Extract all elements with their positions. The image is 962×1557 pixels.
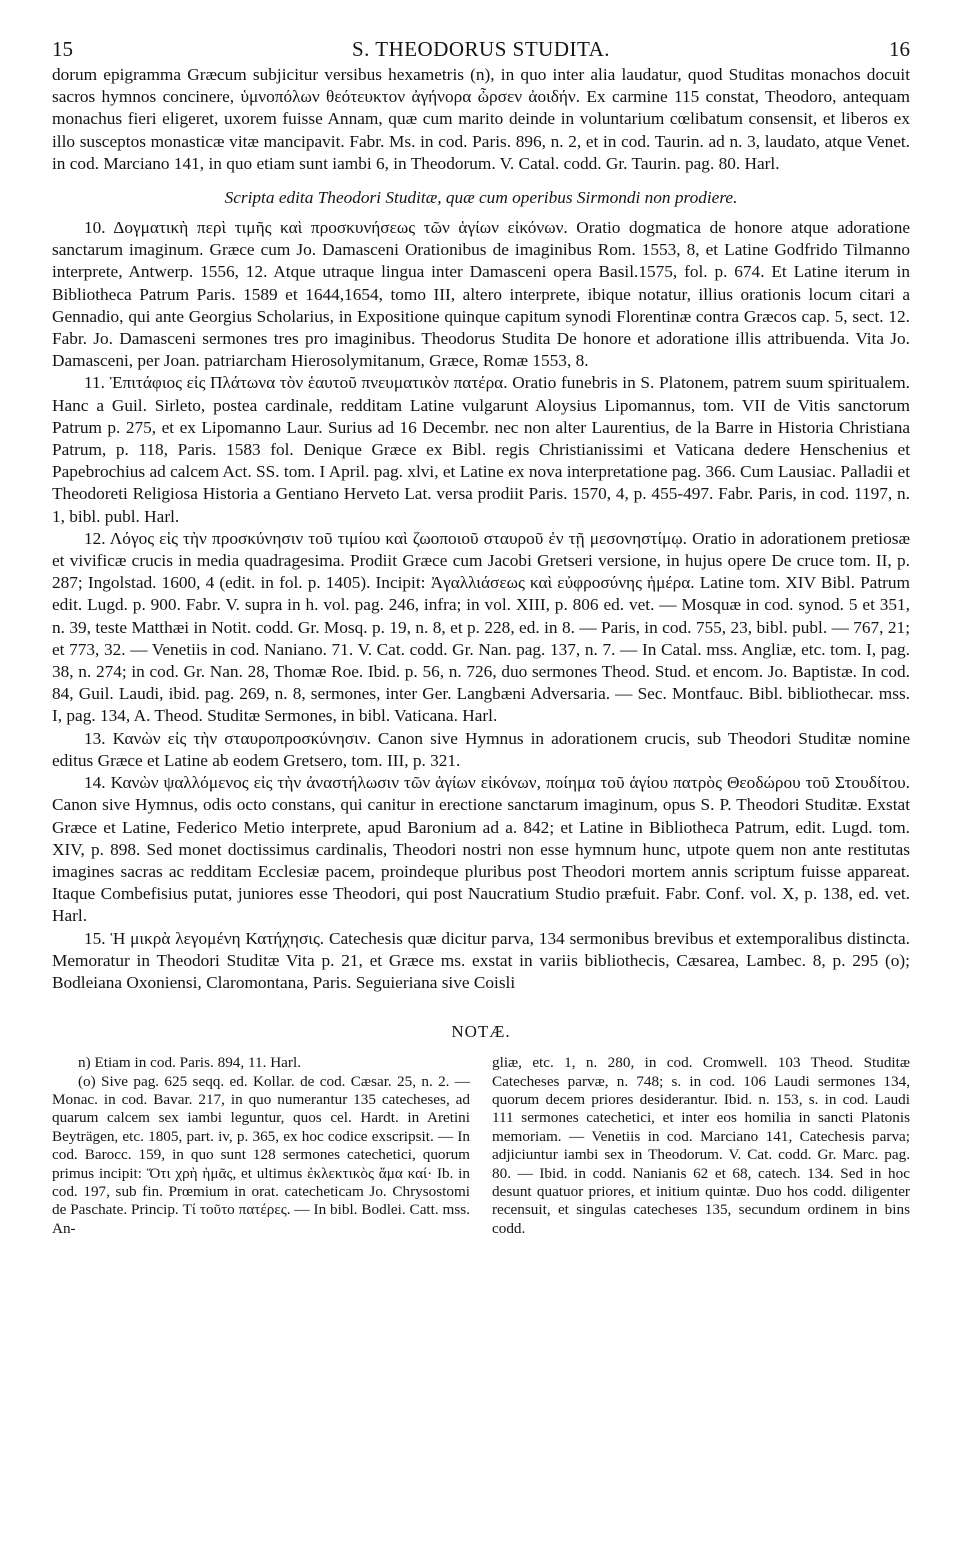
footnote-o: (o) Sive pag. 625 seqq. ed. Kollar. de cod. Cæsar. 25, n. 2. — Monac. in cod. Bavar. 217, in quo numerantur 135 catecheses, ad quarum calcem sex iambi leguntur, quos cel. Hardt. in Aretini Beyträgen, etc. 1805, part. iv, p. 365, ex hoc codice exscripsit. — In cod. Barocc. 159, in quo sunt 128 sermones catechetici, quorum primus incipit: Ὅτι χρὴ ἡμᾶς, et ultimus ἐκλεκτικὸς ἅμα καί· Ib. in cod. 197, sub fin. Prœmium in orat. catecheticam Jo. Chrysostomi de Paschate. Princip. Τί τοῦτο πατέρες. — In bibl. Bodlei. Catt. mss. An- [52, 1072, 470, 1237]
running-title: S. THEODORUS STUDITA. [351, 37, 611, 61]
section-heading: Scripta edita Theodori Studitæ, quæ cum operibus Sirmondi non prodiere. [224, 188, 738, 208]
notes-heading: NOTÆ. [451, 1022, 511, 1042]
running-header [52, 36, 910, 62]
footnote-n: n) Etiam in cod. Paris. 894, 11. Harl. [78, 1054, 301, 1072]
footnotes-left-column [52, 1054, 470, 1238]
entry-10: 10. Δογματικὴ περὶ τιμῆς καὶ προσκυνήσεως τῶν ἁγίων εἰκόνων. Oratio dogmatica de honore atque adoratione sanctarum imaginum. Græce cum Jo. Damasceni Orationibus de imaginibus Rom. 1553, 8, et Latine Godfrido Tilmanno interprete, Antwerp. 1556, 12. Atque utraque lingua inter Damasceni opera Basil.1575, fol. p. 674. Et Latine iterum in Bibliotheca Patrum Paris. 1589 et 1644,1654, tomo III, altero interprete, ibique notatur, illius orationis locum citari a Gennadio, qui ante Georgius Scholarius, in Expositione quinque capitum synodi Florentinæ contra Græcos cap. 5, sect. 12. Fabr. Jo. Damasceni sermones tres pro imaginibus. Theodorus Studita De honore et adoratione illis attribuenda. Vita Jo. Damasceni, per Joan. patriarcham Hierosolymitanum, Græce, Romæ 1553, 8. [52, 218, 910, 371]
left-column-number: 15 [52, 37, 73, 61]
entry-11: 11. Ἐπιτάφιος εἰς Πλάτωνα τὸν ἑαυτοῦ πνευματικὸν πατέρα. Oratio funebris in S. Platonem, patrem suum spiritualem. Hanc a Guil. Sirleto, postea cardinale, redditam Latine vulgarunt Aloysius Lipomannus, tom. VII de Vitis sanctorum Patrum p. 275, et ex Lipomanno Laur. Surius ad 16 Decembr. nec non alter Laurentius, de la Barre in Historia Christiana Patrum, p. 118, Paris. 1583 fol. Denique Græce ex Bibl. regis Christianissimi et Vaticana dedere Henschenius et Papebrochius ad calcem Act. SS. tom. I April. pag. xlvi, et Latine ex nova interpretatione pag. 366. Cum Lausiac. Palladii et Theodoreti Religiosa Historia a Gentiano Herveto Lat. versa prodiit Paris. 1570, 4, p. 455-497. Fabr. Paris, in cod. 1197, n. 1, bibl. publ. Harl. [52, 373, 910, 526]
continued-paragraph: dorum epigramma Græcum subjicitur versibus hexametris (n), in quo inter alia laudatur, quod Studitas monachos docuit sacros hymnos concinere, ὑμνοπόλων θεότευκτον ἀγήνορα ὦρσεν ἀοιδήν. Ex carmine 115 constat, Theodoro, antequam monachus fieri eligeret, uxorem fuisse Annam, quæ cum marito deinde in voluntarium cœlibatum consensit, et liberos ex illo susceptos monasticæ vitæ mancipavit. Fabr. Ms. in cod. Paris. 896, n. 2, et in cod. Taurin. ad n. 3, laudato, atque Venet. in cod. Marciano 141, in quo etiam sunt iambi 6, in Theodorum. V. Catal. codd. Gr. Taurin. pag. 80. Harl. [52, 65, 910, 173]
entry-15: 15. Ἡ μικρὰ λεγομένη Κατήχησις. Catechesis quæ dicitur parva, 134 sermonibus brevibus et extemporalibus distincta. Memoratur in Theodori Studitæ Vita p. 21, et Græce ms. exstat in variis bibliothecis, Cæsarea, Lambec. 8, p. 295 (o); Bodleiana Oxoniensi, Claromontana, Paris. Seguieriana sive Coisli [52, 928, 910, 992]
footnotes [52, 1054, 910, 1238]
footnotes-right-column [492, 1054, 910, 1238]
book-page [52, 36, 910, 1238]
entry-13: 13. Κανὼν εἰς τὴν σταυροπροσκύνησιν. Canon sive Hymnus in adorationem crucis, sub Theodori Studitæ nomine editus Græce et Latine ab eodem Gretsero, tom. III, p. 321. [52, 728, 910, 770]
entry-12: 12. Λόγος εἰς τὴν προσκύνησιν τοῦ τιμίου καὶ ζωοποιοῦ σταυροῦ ἐν τῇ μεσονηστίμῳ. Oratio in adorationem pretiosæ et vivificæ crucis in media quadragesima. Prodiit Græce cum Jacobi Gretseri versione, in hujus opere De cruce tom. II, p. 287; Ingolstad. 1600, 4 (edit. in fol. p. 1405). Incipit: Ἀγαλλιάσεως καὶ εὐφροσύνης ἡμέρα. Latine tom. XIV Bibl. Patrum edit. Lugd. p. 900. Fabr. V. supra in h. vol. pag. 246, infra; in vol. XIII, p. 806 ed. vet. — Mosquæ in cod. synod. 5 et 351, n. 39, teste Matthæi in Notit. codd. Gr. Mosq. p. 19, n. 8, et p. 228, ed. in 8. — Paris, in cod. 755, 23, bibl. publ. — 767, 21; et 773, 32. — Venetiis in cod. Naniano. 71. V. Cat. codd. Gr. Nan. pag. 137, n. 7. — In Catal. mss. Angliæ, etc. tom. I, pag. 38, n. 274; in cod. Gr. Nan. 28, Thomæ Roe. Ibid. p. 56, n. 726, duo sermones Theod. Stud. et encom. Jo. Baptistæ. In cod. 84, Guil. Laudi, ibid. pag. 269, n. 8, sermones, inter Ger. Langbæni Adversaria. — Sec. Montfauc. Bibl. bibliothecar. mss. I, pag. 134, A. Theod. Studitæ Sermones, in bibl. Vaticana. Harl. [52, 528, 910, 726]
entry-14: 14. Κανὼν ψαλλόμενος εἰς τὴν ἀναστήλωσιν τῶν ἁγίων εἰκόνων, ποίημα τοῦ ἁγίου πατρὸς Θεοδώρου τοῦ Στουδίτου. Canon sive Hymnus, odis octo constans, qui canitur in erectione sanctarum imaginum, opus S. P. Theodori Studitæ. Exstat Græce et Latine, Federico Metio interprete, apud Baronium ad a. 842; et Latine in Bibliotheca Patrum, edit. Lugd. tom. XIV, p. 898. Sed monet doctissimus cardinalis, Theodori nostri non esse hymnum hunc, utpote quem non ante restitutas imagines sacras ac redditam Ecclesiæ pacem, proindeque pluribus post Theodori mortem annis scriptum fuisse appareat. Itaque Combefisius putat, juniores esse Theodori, qui post Naucratium Studio præfuit. Fabr. Conf. vol. X, p. 138, ed. vet. Harl. [52, 773, 910, 926]
footnote-o-continued: gliæ, etc. 1, n. 280, in cod. Cromwell. 103 Theod. Studitæ Catecheses parvæ, n. 748; s. in cod. 106 Laudi sermones 134, quorum decem priores desiderantur. Ibid. n. 153, s. in cod. Laudi 111 sermones catechetici, et inter eos homilia in sancti Platonis memoriam. — Venetiis in cod. Marciano 141, Catechesis parva; adjiciuntur iambi sex in Theodorum. V. Cat. codd. Gr. Marc. pag. 80. — Ibid. in codd. Nanianis 62 et 68, catech. 134. Sed in hoc desunt quatuor priores, et initium quintæ. Duo hos codd. diligenter recensuit, et singulas catecheses 135, secundum ordinem in bins codd. [492, 1054, 910, 1237]
right-column-number: 16 [889, 37, 910, 61]
main-text [52, 64, 910, 994]
